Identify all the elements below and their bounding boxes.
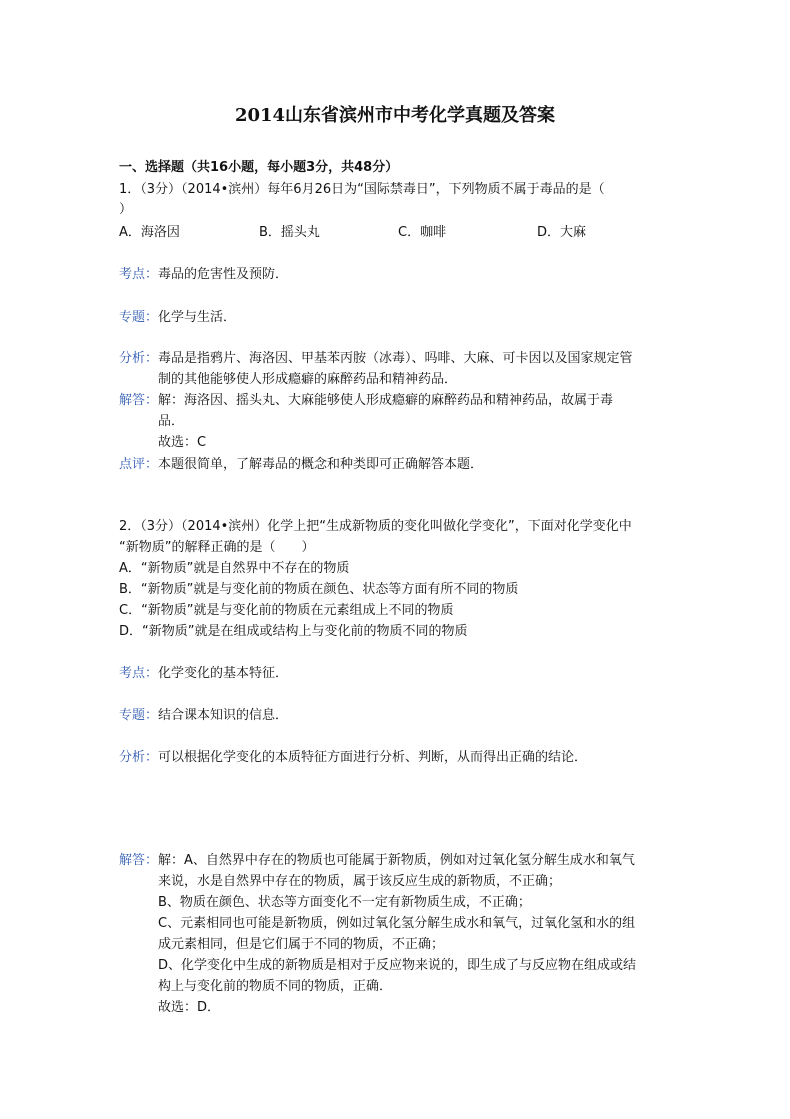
q2-option-b: B．“新物质”就是与变化前的物质在颜色、状态等方面有所不同的物质 — [119, 582, 519, 597]
q2-fenxi-label: 分析： — [119, 750, 159, 765]
q2-jieda-line3: B、物质在颜色、状态等方面变化不一定有新物质生成，不正确； — [158, 895, 531, 910]
q2-jieda-line1: 解：A、自然界中存在的物质也可能属于新物质，例如对过氧化氢分解生成水和氧气 — [158, 853, 635, 868]
q2-fenxi-text: 可以根据化学变化的本质特征方面进行分析、判断，从而得出正确的结论． — [158, 750, 588, 765]
q1-option-a: A．海洛因 — [119, 225, 180, 240]
q1-option-d: D．大麻 — [537, 225, 587, 240]
q1-kaodian-text: 毒品的危害性及预防． — [158, 267, 289, 282]
q1-stem-line1: 1．（3分）（2014•滨州）每年6月26日为“国际禁毒日”，下列物质不属于毒品的是（ — [119, 182, 605, 197]
q1-dianping-text: 本题很简单，了解毒品的概念和种类即可正确解答本题． — [158, 457, 484, 472]
q2-zhuanti-text: 结合课本知识的信息． — [158, 708, 289, 723]
q2-jieda-line8: 故选：D． — [158, 1000, 221, 1015]
q1-zhuanti-text: 化学与生活． — [158, 310, 237, 325]
q2-option-a: A．“新物质”就是自然界中不存在的物质 — [119, 561, 350, 576]
q2-jieda-line5: 成元素相同，但是它们属于不同的物质，不正确； — [158, 937, 445, 952]
q2-jieda-line4: C、元素相同也可能是新物质，例如过氧化氢分解生成水和氧气，过氧化氢和水的组 — [158, 916, 636, 931]
q1-stem-line2: ） — [119, 202, 133, 217]
q2-zhuanti-label: 专题： — [119, 708, 159, 723]
q1-jieda-line2: 品． — [158, 414, 185, 429]
q1-jieda-line1: 解：海洛因、摇头丸、大麻能够使人形成瘾癖的麻醉药品和精神药品，故属于毒 — [158, 393, 614, 408]
q2-stem-line1: 2．（3分）（2014•滨州）化学上把“生成新物质的变化叫做化学变化”，下面对化学变化中 — [119, 519, 632, 534]
q2-kaodian-label: 考点： — [119, 666, 159, 681]
q1-zhuanti-label: 专题： — [119, 310, 159, 325]
section-heading: 一、选择题（共16小题，每小题3分，共48分） — [119, 160, 399, 175]
q2-kaodian-text: 化学变化的基本特征． — [158, 666, 289, 681]
q2-jieda-line7: 构上与变化前的物质不同的物质，正确． — [158, 979, 393, 994]
q2-stem-line2: “新物质”的解释正确的是（ ） — [119, 540, 315, 555]
q1-jieda-line3: 故选：C — [158, 435, 207, 450]
q1-fenxi-line2: 制的其他能够使人形成瘾癖的麻醉药品和精神药品． — [158, 372, 458, 387]
q1-fenxi-line1: 毒品是指鸦片、海洛因、甲基苯丙胺（冰毒）、吗啡、大麻、可卡因以及国家规定管 — [158, 351, 633, 366]
q2-option-c: C．“新物质”就是与变化前的物质在元素组成上不同的物质 — [119, 603, 454, 618]
q1-option-c: C．咖啡 — [398, 225, 447, 240]
q1-option-b: B．摇头丸 — [259, 225, 320, 240]
q2-jieda-label: 解答： — [119, 853, 159, 868]
q2-option-d: D．“新物质”就是在组成或结构上与变化前的物质不同的物质 — [119, 624, 468, 639]
q1-kaodian-label: 考点： — [119, 267, 159, 282]
q2-jieda-line2: 来说，水是自然界中存在的物质，属于该反应生成的新物质，不正确； — [158, 874, 562, 889]
q1-dianping-label: 点评： — [119, 457, 159, 472]
q2-jieda-line6: D、化学变化中生成的新物质是相对于反应物来说的，即生成了与反应物在组成或结 — [158, 958, 637, 973]
q1-jieda-label: 解答： — [119, 393, 159, 408]
q1-fenxi-label: 分析： — [119, 351, 159, 366]
page-title: 2014山东省滨州市中考化学真题及答案 — [234, 105, 556, 126]
